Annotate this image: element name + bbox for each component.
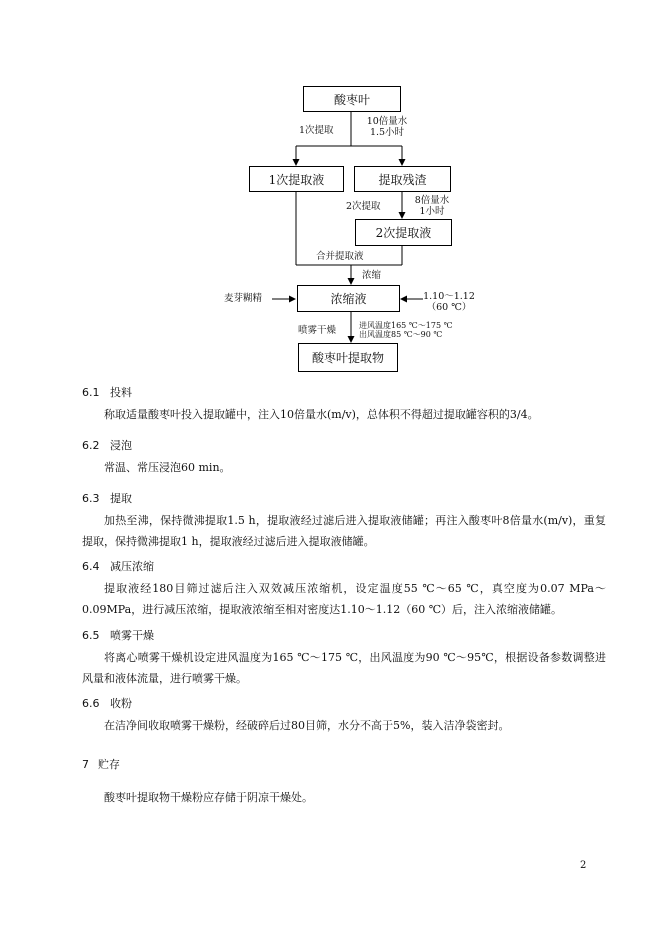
section-6-3-heading [82, 490, 132, 506]
node-extract-2: 2次提取液 [355, 219, 452, 246]
process-flowchart [0, 0, 662, 380]
page-number: 2 [580, 860, 587, 871]
section-6-4-heading [82, 558, 154, 574]
label-extract-1-conditions [357, 116, 417, 138]
label-concentrate: 浓缩 [362, 270, 382, 281]
section-6-6-heading [82, 695, 132, 711]
cond-outlet-temp: 出风温度85 ℃～90 ℃ [359, 330, 443, 339]
section-6-5-text: 将离心喷雾干燥机设定进风温度为165 ℃～175 ℃，出风温度为90 ℃～95℃，根据设备参数调整进风量和液体流量，进行喷雾干燥。 [82, 651, 606, 685]
section-number: 6.4 [82, 560, 100, 573]
section-6-5-heading [82, 627, 154, 643]
section-6-2-text: 常温、常压浸泡60 min。 [104, 461, 231, 474]
section-number: 6.3 [82, 492, 100, 505]
node-product: 酸枣叶提取物 [298, 343, 398, 372]
cond-time-1h: 1小时 [419, 206, 445, 217]
label-density-conditions [423, 291, 475, 313]
section-6-6-text: 在洁净间收取喷雾干燥粉，经破碎后过80目筛，水分不高于5%，装入洁净袋密封。 [104, 719, 510, 732]
cond-water-10x: 10倍量水 [366, 116, 408, 127]
section-number: 6.6 [82, 697, 100, 710]
node-extract-1: 1次提取液 [249, 166, 344, 192]
section-number: 6.1 [82, 386, 100, 399]
cond-density: 1.10～1.12 [423, 291, 475, 302]
section-title: 提取 [110, 492, 132, 505]
section-6-3-text: 加热至沸，保持微沸提取1.5 h，提取液经过滤后进入提取液储罐；再注入酸枣叶8倍量水(m/v)，重复提取，保持微沸提取1 h，提取液经过滤后进入提取液储罐。 [82, 514, 606, 548]
section-6-4-text: 提取液经180目筛过滤后注入双效减压浓缩机，设定温度55 ℃～65 ℃，真空度为0.07 MPa～0.09MPa，进行减压浓缩，提取液浓缩至相对密度达1.10～1.12（60 ℃）后，注入浓缩液储罐。 [82, 582, 606, 616]
cond-inlet-temp: 进风温度165 ℃～175 ℃ [359, 321, 453, 330]
cond-water-8x: 8倍量水 [414, 195, 450, 206]
node-concentrate: 浓缩液 [297, 285, 400, 312]
cond-time-1-5h: 1.5小时 [369, 127, 405, 138]
section-6-1-heading [82, 384, 132, 400]
label-extract-2-conditions [409, 195, 455, 217]
section-title: 减压浓缩 [110, 560, 154, 573]
label-extract-2: 2次提取 [346, 201, 381, 212]
chapter-7-text: 酸枣叶提取物干燥粉应存储于阴凉干燥处。 [104, 791, 313, 804]
section-title: 投料 [110, 386, 132, 399]
section-title: 收粉 [110, 697, 132, 710]
section-6-1-text: 称取适量酸枣叶投入提取罐中，注入10倍量水(m/v)，总体积不得超过提取罐容积的3/4。 [104, 408, 539, 421]
label-merge: 合并提取液 [316, 251, 364, 262]
node-leaf: 酸枣叶 [303, 86, 401, 112]
cond-density-temp: （60 ℃） [426, 302, 472, 313]
chapter-number: 7 [82, 758, 89, 771]
section-number: 6.5 [82, 629, 100, 642]
label-spray-dry: 喷雾干燥 [298, 325, 337, 336]
label-temp-conditions [359, 321, 453, 339]
node-residue: 提取残渣 [354, 166, 451, 192]
section-title: 喷雾干燥 [110, 629, 154, 642]
section-title: 浸泡 [110, 439, 132, 452]
label-extract-1: 1次提取 [299, 125, 334, 136]
chapter-7-heading [82, 756, 120, 772]
section-6-2-heading [82, 437, 132, 453]
section-number: 6.2 [82, 439, 100, 452]
chapter-title: 贮存 [98, 758, 120, 771]
label-maltodextrin: 麦芽糊精 [224, 293, 263, 304]
